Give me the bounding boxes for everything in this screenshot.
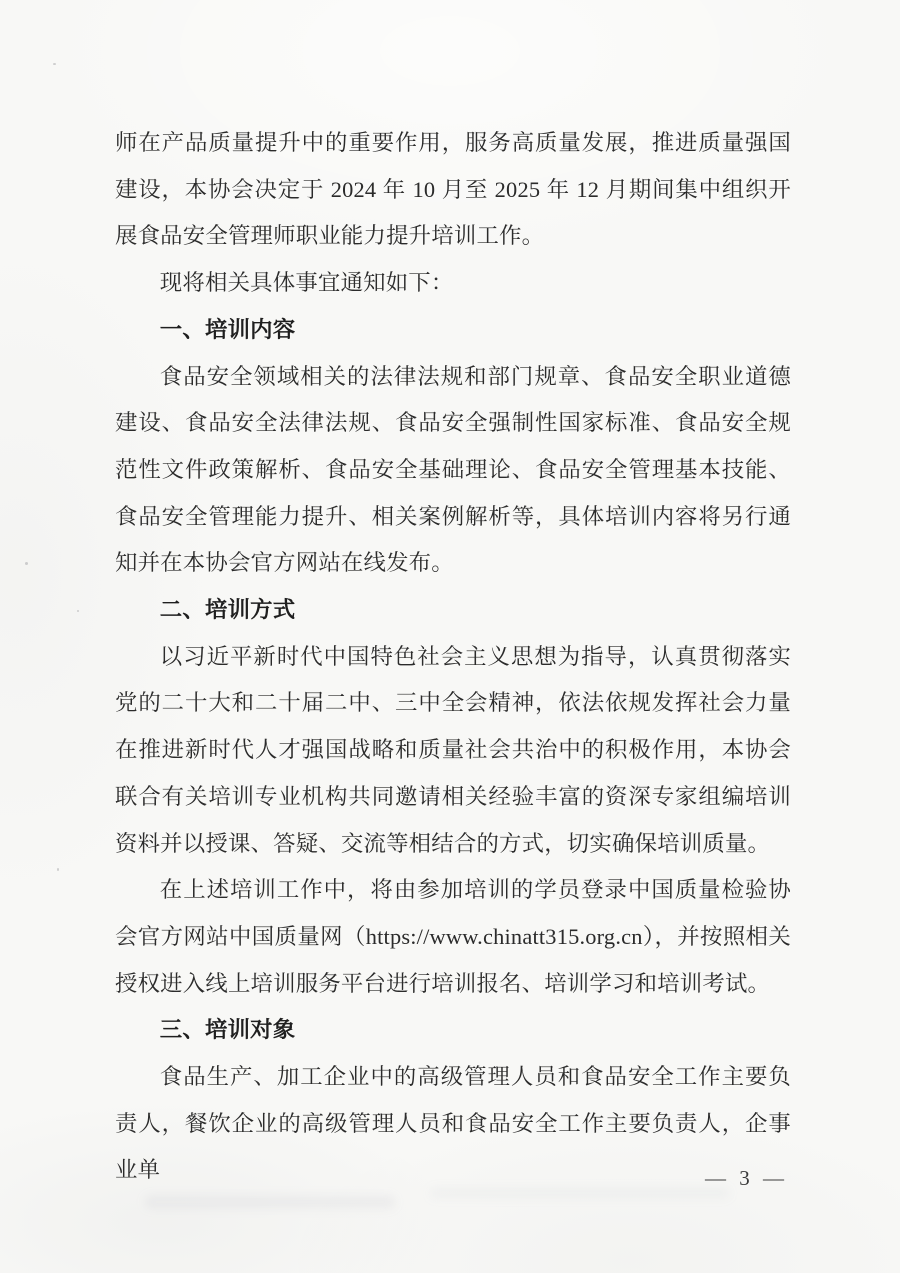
scan-speck [77,610,79,612]
paragraph: 现将相关具体事宜通知如下： [159,270,454,296]
paragraph: 在上述培训工作中，将由参加培训的学员登录中国质量检验协会官方网站中国质量网（https://www.chinatt315.org.cn），并按照相关授权进入线上培训服务平台进行培训报名、培训学习和培训考试。 [115,877,791,996]
scan-speck [57,868,59,871]
scan-smudge [430,1188,730,1198]
document-body [115,120,791,1194]
paragraph: 食品安全领域相关的法律法规和部门规章、食品安全职业道德建设、食品安全法律法规、食品安全强制性国家标准、食品安全规范性文件政策解析、食品安全基础理论、食品安全管理基本技能、食品安全管理能力提升、相关案例解析等，具体培训内容将另行通知并在本协会官方网站在线发布。 [115,363,791,576]
paragraph: 食品生产、加工企业中的高级管理人员和食品安全工作主要负责人，餐饮企业的高级管理人员和食品安全工作主要负责人，企事业单 [115,1064,791,1183]
section-heading-2: 二、培训方式 [159,597,296,623]
section-heading-1: 一、培训内容 [159,316,296,342]
page-number: — 3 — [705,1166,788,1190]
scan-speck [53,63,56,65]
paragraph: 师在产品质量提升中的重要作用，服务高质量发展，推进质量强国建设，本协会决定于 2024 年 10 月至 2025 年 12 月期间集中组织开展食品安全管理师职业能力提升培训工作。 [115,130,791,249]
scan-smudge [145,1196,395,1208]
scan-speck [25,562,28,565]
section-heading-3: 三、培训对象 [159,1017,296,1043]
paragraph: 以习近平新时代中国特色社会主义思想为指导，认真贯彻落实党的二十大和二十届二中、三中全会精神，依法依规发挥社会力量在推进新时代人才强国战略和质量社会共治中的积极作用，本协会联合有关培训专业机构共同邀请相关经验丰富的资深专家组编培训资料并以授课、答疑、交流等相结合的方式，切实确保培训质量。 [115,643,791,856]
